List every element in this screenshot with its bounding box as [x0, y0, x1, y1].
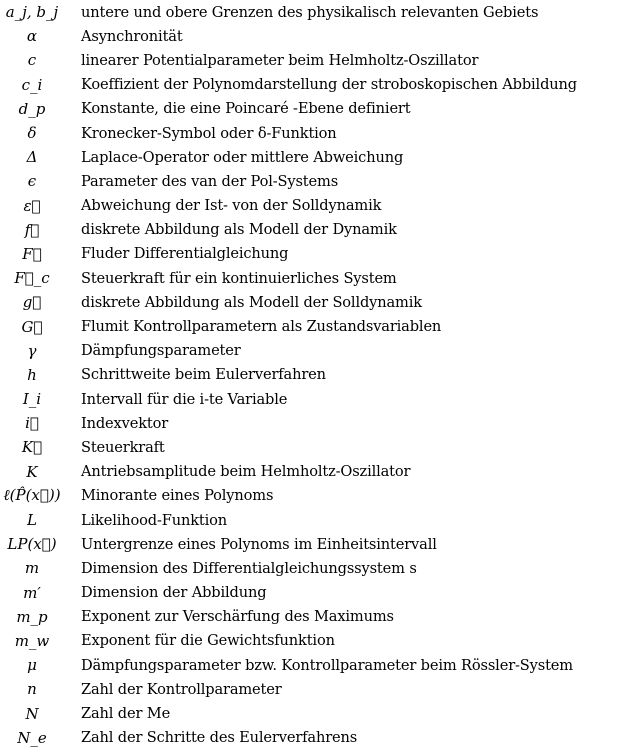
symbol: Δ	[26, 148, 38, 167]
table-row	[0, 145, 637, 169]
symbol: N	[25, 704, 39, 723]
table-row	[0, 508, 637, 532]
symbol: K	[26, 462, 38, 481]
table-row	[0, 532, 637, 556]
symbol: G⃗	[21, 317, 43, 336]
description: Koeffizient der Polynomdarstellung der stroboskopischen Abbildung	[81, 76, 577, 94]
description: Zahl der Kontrollparameter	[81, 680, 282, 698]
symbol: ϵ	[27, 172, 37, 191]
table-row	[0, 242, 637, 266]
description: diskrete Abbildung als Modell der Solldynamik	[81, 293, 422, 311]
description: Exponent für die Gewichtsfunktion	[81, 632, 335, 650]
description: Dämpfungsparameter bzw. Kontrollparameter beim Rössler-System	[81, 656, 573, 674]
table-row	[0, 194, 637, 218]
symbol: μ	[27, 656, 37, 675]
description: Laplace-Operator oder mittlere Abweichung	[81, 148, 404, 166]
table-row	[0, 24, 637, 48]
symbol: ε⃗	[23, 196, 41, 215]
symbol: I_i	[22, 390, 42, 409]
table-row	[0, 218, 637, 242]
symbol: f⃗	[24, 220, 40, 239]
table-row	[0, 726, 637, 750]
symbol: F⃗_c	[14, 269, 50, 288]
description: Zahl der Me	[81, 705, 171, 723]
symbol: h	[27, 365, 37, 384]
description: Untergrenze eines Polynoms im Einheitsintervall	[81, 535, 437, 553]
symbol: K⃗	[21, 438, 43, 457]
table-row	[0, 605, 637, 629]
symbol: m_p	[16, 607, 48, 626]
description: Steuerkraft für ein kontinuierliches System	[81, 269, 397, 287]
description: Konstante, die eine Poincaré -Ebene definiert	[81, 100, 411, 118]
symbol: a_j, b_j	[5, 3, 59, 22]
table-row	[0, 653, 637, 677]
symbol: d_p	[18, 99, 46, 118]
symbol: ℓ(P̂(x⃗))	[3, 486, 61, 505]
description: Dämpfungsparameter	[81, 342, 241, 360]
description: Schrittweite beim Eulerverfahren	[81, 366, 326, 384]
table-row	[0, 0, 637, 24]
symbol: α	[26, 27, 38, 46]
table-row	[0, 314, 637, 338]
symbol: γ	[27, 341, 37, 360]
description: untere und obere Grenzen des physikalisch relevanten Gebiets	[81, 3, 539, 21]
table-row	[0, 48, 637, 72]
table-row	[0, 581, 637, 605]
table-row	[0, 97, 637, 121]
symbol: m	[24, 559, 40, 578]
symbol: c	[27, 51, 37, 70]
table-row	[0, 266, 637, 290]
table-row	[0, 363, 637, 387]
description: Fluder Differentialgleichung	[81, 245, 289, 263]
description: Dimension des Differentialgleichungssystem s	[81, 559, 417, 577]
description: Flumit Kontrollparametern als Zustandsvariablen	[81, 318, 442, 336]
description: Asynchronität	[81, 27, 183, 45]
symbol: c_i	[21, 75, 43, 94]
table-row	[0, 460, 637, 484]
table-row	[0, 169, 637, 193]
table-row	[0, 629, 637, 653]
description: Steuerkraft	[81, 438, 165, 456]
description: Intervall für die i-te Variable	[81, 390, 288, 408]
description: Likelihood-Funktion	[81, 511, 228, 529]
table-row	[0, 121, 637, 145]
symbol: N_e	[17, 728, 47, 747]
table-row	[0, 556, 637, 580]
symbol: L	[27, 511, 37, 530]
symbol: m′	[23, 583, 41, 602]
table-row	[0, 339, 637, 363]
table-row	[0, 411, 637, 435]
description: Exponent zur Verschärfung des Maximums	[81, 608, 394, 626]
description: Minorante eines Polynoms	[81, 487, 274, 505]
table-row	[0, 484, 637, 508]
table-row	[0, 435, 637, 459]
description: Abweichung der Ist- von der Solldynamik	[81, 197, 382, 215]
table-row	[0, 73, 637, 97]
description: Kronecker-Symbol oder δ-Funktion	[81, 124, 337, 142]
table-row	[0, 701, 637, 725]
symbol: i⃗	[25, 414, 39, 433]
description: Antriebsamplitude beim Helmholtz-Oszillator	[81, 463, 411, 481]
table-row	[0, 677, 637, 701]
symbol: LP(x⃗)	[7, 535, 57, 554]
symbol: g⃗	[22, 293, 42, 312]
symbol: F⃗	[22, 244, 42, 263]
description: Dimension der Abbildung	[81, 584, 267, 602]
symbol: m_w	[14, 631, 50, 650]
description: linearer Potentialparameter beim Helmholtz-Oszillator	[81, 51, 479, 69]
description: Zahl der Schritte des Eulerverfahrens	[81, 729, 358, 747]
table-row	[0, 387, 637, 411]
description: Parameter des van der Pol-Systems	[81, 172, 339, 190]
description: Indexvektor	[81, 414, 169, 432]
table-row	[0, 290, 637, 314]
symbol: δ	[27, 124, 37, 143]
description: diskrete Abbildung als Modell der Dynamik	[81, 221, 397, 239]
symbol: n	[27, 680, 37, 699]
